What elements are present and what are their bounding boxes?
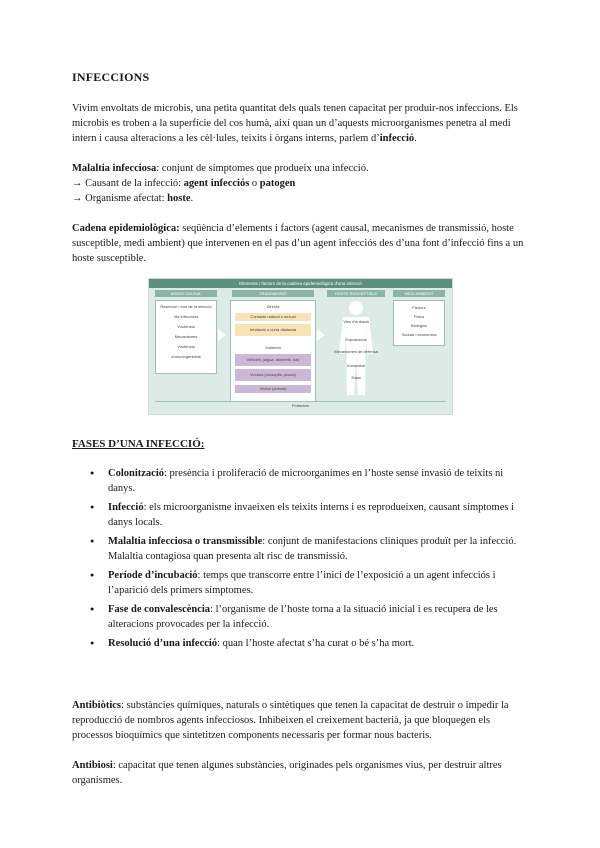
fase-text: : quan l’hoste afectat s’ha curat o bé s’ha mort.	[217, 638, 415, 649]
host-item: Vies d'entrada	[343, 319, 369, 324]
fase-text: : conjunt de manifestacions clíniques produït per la infecció. Malaltia contagiosa quan presenta alt risc de transmissió.	[108, 536, 517, 562]
figure-bottom-label: Portadors	[291, 403, 310, 408]
cadena-paragraph	[72, 221, 527, 266]
line2-prefix: → Causant de la infecció:	[72, 178, 184, 189]
agent-item: Reservori i font de la infecció	[160, 304, 212, 309]
fases-list	[72, 466, 527, 651]
trans-item: Vehicles (aigua, aliments, sòl)	[235, 354, 311, 366]
intro-text: Vivim envoltats de microbis, una petita quantitat dels quals tenen capacitat per produir-nos infeccions. Els microbis es troben a la superfície del cos humà, així quan un d’aquests microorganismes penetra al medi intern i causa alteracions a les cèl·lules, teixits i òrgans interns, parlem d’	[72, 103, 518, 144]
list-item	[108, 636, 527, 651]
env-item: Físics	[413, 314, 425, 319]
trans-item: Contacte natural o sexual	[235, 313, 311, 321]
trans-item: Vectors (mosquits, puces)	[235, 369, 311, 381]
line2-mid: o	[249, 178, 260, 189]
patogen-term: patogen	[259, 178, 296, 189]
agent-item: Virulència	[177, 324, 195, 329]
epidemiological-chain-figure	[148, 278, 453, 415]
cadena-text: seqüència d’elements i factors (agent causal, mecanismes de transmissió, hoste susceptible, medi ambient) que intervenen en el pas d’un agent infecciós des d’una font d’infecció fins a un hoste susceptible.	[72, 223, 524, 264]
antibiosi-text: : capacitat que tenen algunes substàncies, originades pels organismes vius, per destruir altres organismes.	[72, 760, 502, 786]
agent-item: Via infecciosa	[173, 314, 199, 319]
list-item	[108, 602, 527, 632]
human-silhouette-icon	[333, 299, 379, 397]
trans-item: Directa	[266, 304, 280, 309]
agent-item: Immunogenicitat	[171, 354, 201, 359]
env-item: Factors	[412, 305, 426, 310]
figure-bottom-bar	[155, 401, 446, 410]
page-title: INFECCIONS	[72, 70, 150, 84]
trans-item: Vector (animal)	[235, 385, 311, 393]
col-transmission-title: TRANSMISSIÓ	[232, 290, 314, 297]
agent-box	[155, 300, 217, 374]
fase-term: Fase de convalescència	[108, 604, 211, 615]
hoste-term: hoste	[167, 193, 191, 204]
host-item: Exposicions	[345, 337, 367, 342]
list-item	[108, 534, 527, 564]
host-item: Mecanismes de defensa	[334, 349, 378, 354]
line3-prefix: → Organisme afectat:	[72, 193, 168, 204]
col-env-title: MEDI AMBIENT	[393, 290, 445, 297]
intro-bold: infecció	[379, 133, 415, 144]
spacer	[72, 655, 527, 698]
list-item	[108, 466, 527, 496]
agent-item: Mecanismes	[174, 334, 198, 339]
agent-term: agent infecciós	[183, 178, 250, 189]
antibiotics-paragraph	[72, 698, 527, 743]
arrow-icon	[218, 329, 226, 341]
environment-box	[393, 300, 445, 346]
fase-text: : presència i proliferació de microorganimes en l’hoste sense invasió de teixits ni danys.	[108, 468, 504, 494]
fase-term: Període d’incubació	[108, 570, 198, 581]
trans-item: Indirecta	[265, 345, 281, 350]
host-item: Estat	[351, 375, 361, 380]
malaltia-section	[72, 161, 527, 206]
line3-end: .	[190, 193, 194, 204]
env-item: Biològics	[410, 323, 427, 328]
figure-header: Elements i factors de la cadena epidemiològica d'una infecció	[149, 279, 452, 288]
fase-term: Infecció	[108, 502, 144, 513]
malaltia-line3	[72, 191, 527, 206]
malaltia-def	[72, 161, 527, 176]
list-item	[108, 500, 527, 530]
fase-term: Malaltia infecciosa o transmissible	[108, 536, 263, 547]
malaltia-term: Malaltia infecciosa	[72, 163, 157, 174]
antibiosi-paragraph	[72, 758, 527, 788]
transmission-box	[230, 300, 316, 402]
list-item	[108, 568, 527, 598]
trans-item: Inhalació a curta distància	[235, 324, 311, 336]
col-agent-title: AGENT CAUSAL	[155, 290, 217, 297]
document-page	[72, 70, 527, 788]
intro-paragraph	[72, 101, 527, 146]
agent-item: Virulència	[177, 344, 195, 349]
fase-text: : temps que transcorre entre l’inici de l’exposició a un agent infecciós i l’aparició dels primers símptomes.	[108, 570, 496, 596]
fase-term: Resolució d’una infecció	[108, 638, 218, 649]
host-item: Immunitat	[347, 363, 365, 368]
antibiosi-term: Antibiosi	[72, 760, 113, 771]
antibiotics-term: Antibiòtics	[72, 700, 122, 711]
fases-title: FASES D’UNA INFECCIÓ:	[72, 438, 205, 450]
antibiotics-text: : substàncies químiques, naturals o sintètiques que tenen la capacitat de destruir o impedir la reproducció de nombros agents infecciosos. Inhibeixen el creixement bacterià, ja que bloquegen els processos bioquímics que sintetitzen components necessaris per formar nous bacteris.	[72, 700, 509, 741]
arrow-icon	[317, 329, 325, 341]
fase-text: : els microorganisme invaeixen els teixits interns i es reprodueixen, causant símptomes i danys locals.	[108, 502, 515, 528]
col-host-title: HOSTE SUSCEPTIBLE	[327, 290, 385, 297]
fase-text: : l’organisme de l’hoste torna a la situació inicial i es recupera de les alteracions provocades per la infecció.	[108, 604, 498, 630]
fase-term: Colonització	[108, 468, 164, 479]
malaltia-line2	[72, 176, 527, 191]
env-item: Socials i econòmics	[401, 332, 437, 337]
malaltia-text: : conjunt de símptomes que produeix una infecció.	[156, 163, 369, 174]
cadena-term: Cadena epidemiològica:	[72, 223, 180, 234]
intro-end: .	[414, 133, 417, 144]
